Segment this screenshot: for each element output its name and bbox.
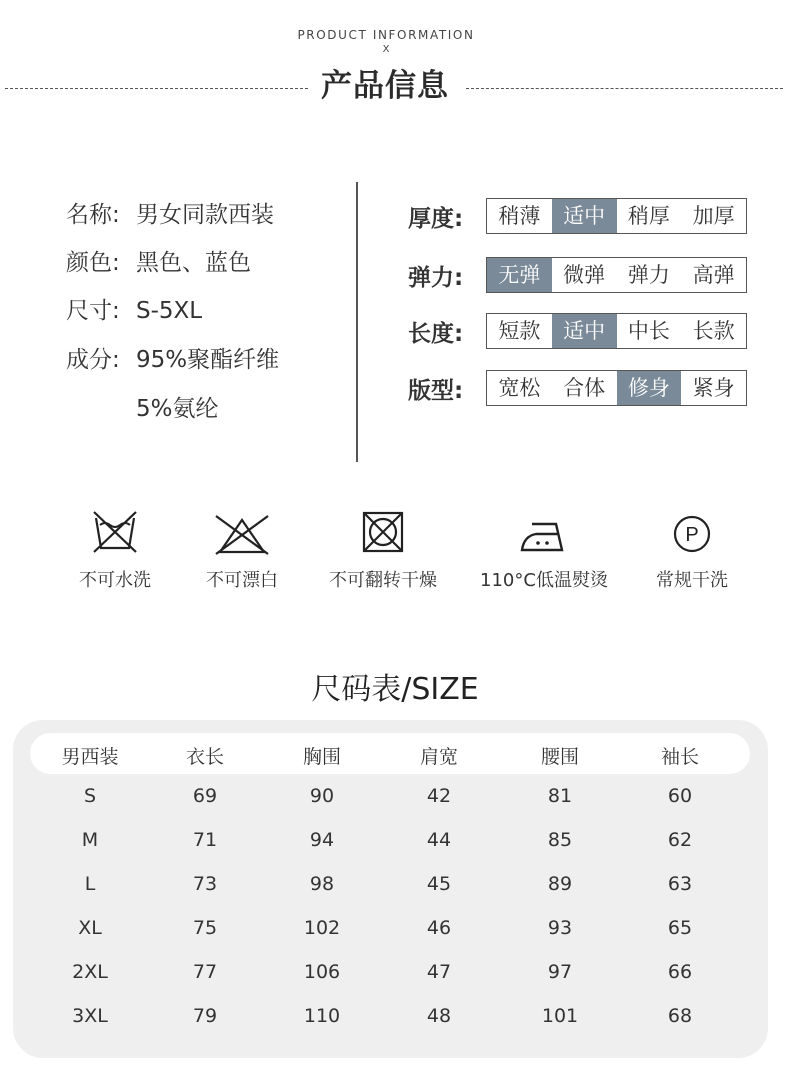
care-label: 不可水洗 <box>79 570 151 591</box>
header-x-mark: X <box>382 44 390 55</box>
info-label: 颜色: <box>66 250 120 276</box>
care-label: 110°C低温熨烫 <box>480 570 608 591</box>
table-cell: 68 <box>667 1005 693 1027</box>
table-cell: 101 <box>541 1005 579 1027</box>
table-header-cell: 衣长 <box>185 746 224 768</box>
option: 稍薄 <box>498 204 541 228</box>
attribute-label: 长度: <box>408 321 464 347</box>
care-item <box>293 510 473 554</box>
table-header-cell: 腰围 <box>540 746 579 768</box>
header-divider-left <box>5 88 308 89</box>
table-cell: 2XL <box>72 961 108 983</box>
table-cell: 69 <box>192 785 218 807</box>
table-cell: 106 <box>303 961 341 983</box>
info-label: 成分: <box>66 347 120 373</box>
info-label: 尺寸: <box>66 298 120 324</box>
table-header-cell: 袖长 <box>660 746 699 768</box>
attribute-options <box>486 257 747 293</box>
table-cell: 94 <box>309 829 335 851</box>
table-cell: 77 <box>192 961 218 983</box>
size-chart-title: 尺码表/SIZE <box>311 672 479 707</box>
info-row <box>66 341 279 374</box>
table-cell: 81 <box>547 785 573 807</box>
attribute-options <box>486 370 747 406</box>
table-cell: 66 <box>667 961 693 983</box>
option: 加厚 <box>692 204 735 228</box>
info-row <box>66 390 219 423</box>
table-cell: 89 <box>547 873 573 895</box>
table-cell: 65 <box>667 917 693 939</box>
table-cell: 42 <box>426 785 452 807</box>
attribute-label: 版型: <box>408 378 464 404</box>
option: 微弹 <box>563 263 606 287</box>
attribute-options <box>486 198 747 234</box>
table-cell: S <box>83 785 97 807</box>
table-cell: 90 <box>309 785 335 807</box>
option-selected: 无弹 <box>487 258 552 292</box>
table-cell: 110 <box>303 1005 341 1027</box>
page-title: 产品信息 <box>321 68 449 104</box>
attribute-label: 弹力: <box>408 265 464 291</box>
info-value: 黑色、蓝色 <box>136 250 251 276</box>
table-header-cell: 肩宽 <box>419 746 458 768</box>
option: 紧身 <box>692 376 735 400</box>
info-row <box>66 196 274 229</box>
table-cell: 97 <box>547 961 573 983</box>
table-cell: 60 <box>667 785 693 807</box>
info-value: S-5XL <box>136 298 203 324</box>
option: 长款 <box>692 319 735 343</box>
table-cell: 73 <box>192 873 218 895</box>
info-value: 男女同款西装 <box>136 202 274 228</box>
table-cell: L <box>84 873 96 895</box>
table-cell: 45 <box>426 873 452 895</box>
table-header-cell: 男西装 <box>61 746 119 768</box>
dry-clean-p-icon <box>602 514 782 554</box>
table-cell: 44 <box>426 829 452 851</box>
table-cell: 71 <box>192 829 218 851</box>
info-row <box>66 244 251 277</box>
no-tumble-dry-icon <box>293 510 473 554</box>
option: 合体 <box>563 376 606 400</box>
option: 短款 <box>498 319 541 343</box>
table-cell: 102 <box>303 917 341 939</box>
info-value: 5%氨纶 <box>136 396 219 422</box>
table-cell: 46 <box>426 917 452 939</box>
attribute-options <box>486 313 747 349</box>
option: 高弹 <box>692 263 735 287</box>
table-cell: 98 <box>309 873 335 895</box>
option-selected: 修身 <box>617 371 682 405</box>
option: 宽松 <box>498 376 541 400</box>
table-cell: 75 <box>192 917 218 939</box>
care-label: 不可漂白 <box>206 570 278 591</box>
table-cell: 85 <box>547 829 573 851</box>
table-cell: 93 <box>547 917 573 939</box>
option: 稍厚 <box>627 204 670 228</box>
table-cell: 62 <box>667 829 693 851</box>
table-cell: 3XL <box>72 1005 108 1027</box>
table-cell: 48 <box>426 1005 452 1027</box>
option-selected: 适中 <box>552 314 617 348</box>
info-value: 95%聚酯纤维 <box>136 347 280 373</box>
header-english-title: PRODUCT INFORMATION <box>297 28 475 42</box>
care-item <box>602 514 782 554</box>
table-cell: M <box>81 829 99 851</box>
vertical-divider <box>356 182 358 462</box>
svg-text:P: P <box>685 524 699 546</box>
header-divider-right <box>466 88 783 89</box>
table-header-cell: 胸围 <box>302 746 341 768</box>
table-cell: XL <box>78 917 102 939</box>
care-label: 不可翻转干燥 <box>329 570 437 591</box>
care-label: 常规干洗 <box>656 570 728 591</box>
table-cell: 63 <box>667 873 693 895</box>
table-cell: 79 <box>192 1005 218 1027</box>
table-cell: 47 <box>426 961 452 983</box>
attribute-label: 厚度: <box>408 206 464 232</box>
option: 弹力 <box>627 263 670 287</box>
info-label: 名称: <box>66 202 120 228</box>
info-row <box>66 292 202 325</box>
option: 中长 <box>627 319 670 343</box>
option-selected: 适中 <box>552 199 617 233</box>
